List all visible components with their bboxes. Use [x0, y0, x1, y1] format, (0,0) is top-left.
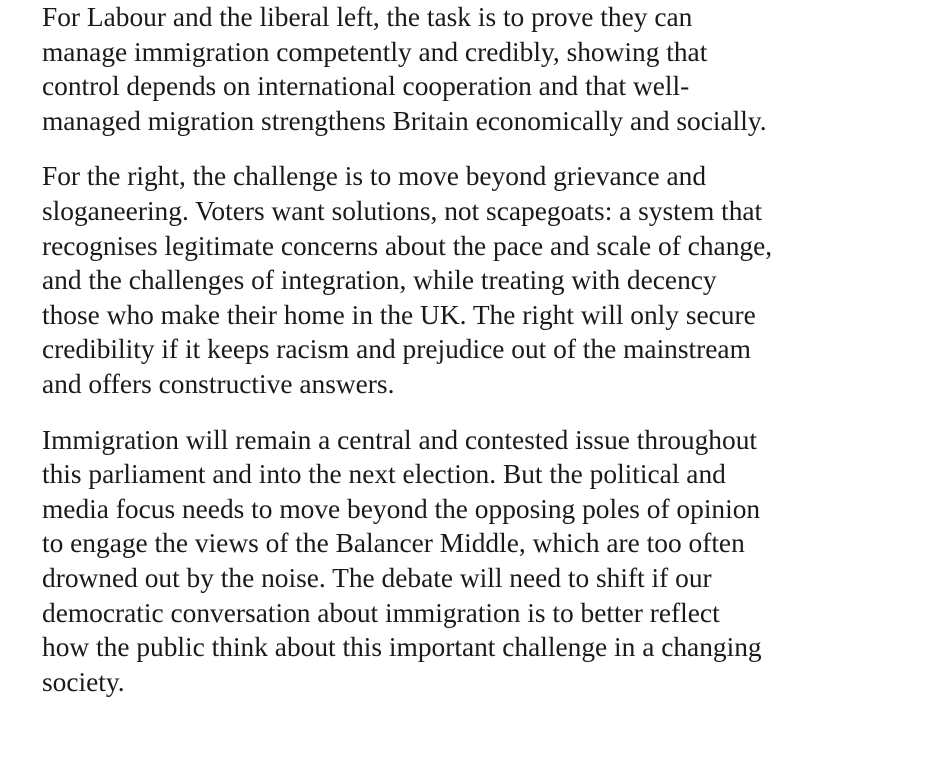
text-line: society. [42, 666, 125, 697]
text-line: Immigration will remain a central and contested issue throughout [42, 424, 758, 455]
text-line: recognises legitimate concerns about the pace and scale of change, [42, 230, 773, 261]
text-line: media focus needs to move beyond the opposing poles of opinion [42, 493, 761, 524]
text-line: democratic conversation about immigration is to better reflect [42, 597, 720, 628]
paragraph-conclusion [42, 423, 878, 700]
paragraph-the-right [42, 159, 878, 401]
text-line: credibility if it keeps racism and prejudice out of the mainstream [42, 334, 751, 365]
text-line: this parliament and into the next election. But the political and [42, 459, 726, 490]
text-line: to engage the views of the Balancer Middle, which are too often [42, 528, 745, 559]
text-line: managed migration strengthens Britain economically and socially. [42, 105, 767, 136]
text-line: drowned out by the noise. The debate will need to shift if our [42, 562, 712, 593]
text-line: and the challenges of integration, while treating with decency [42, 265, 717, 296]
text-line: sloganeering. Voters want solutions, not scapegoats: a system that [42, 195, 763, 226]
text-line: manage immigration competently and credibly, showing that [42, 36, 708, 67]
text-line: For Labour and the liberal left, the task is to prove they can [42, 2, 693, 32]
paragraph-labour-left [42, 0, 878, 138]
text-line: and offers constructive answers. [42, 368, 395, 399]
text-line: For the right, the challenge is to move beyond grievance and [42, 161, 707, 192]
document-body [42, 0, 878, 720]
text-line: control depends on international cooperation and that well- [42, 71, 690, 102]
text-line: how the public think about this important challenge in a changing [42, 632, 762, 663]
text-line: those who make their home in the UK. The right will only secure [42, 299, 756, 330]
